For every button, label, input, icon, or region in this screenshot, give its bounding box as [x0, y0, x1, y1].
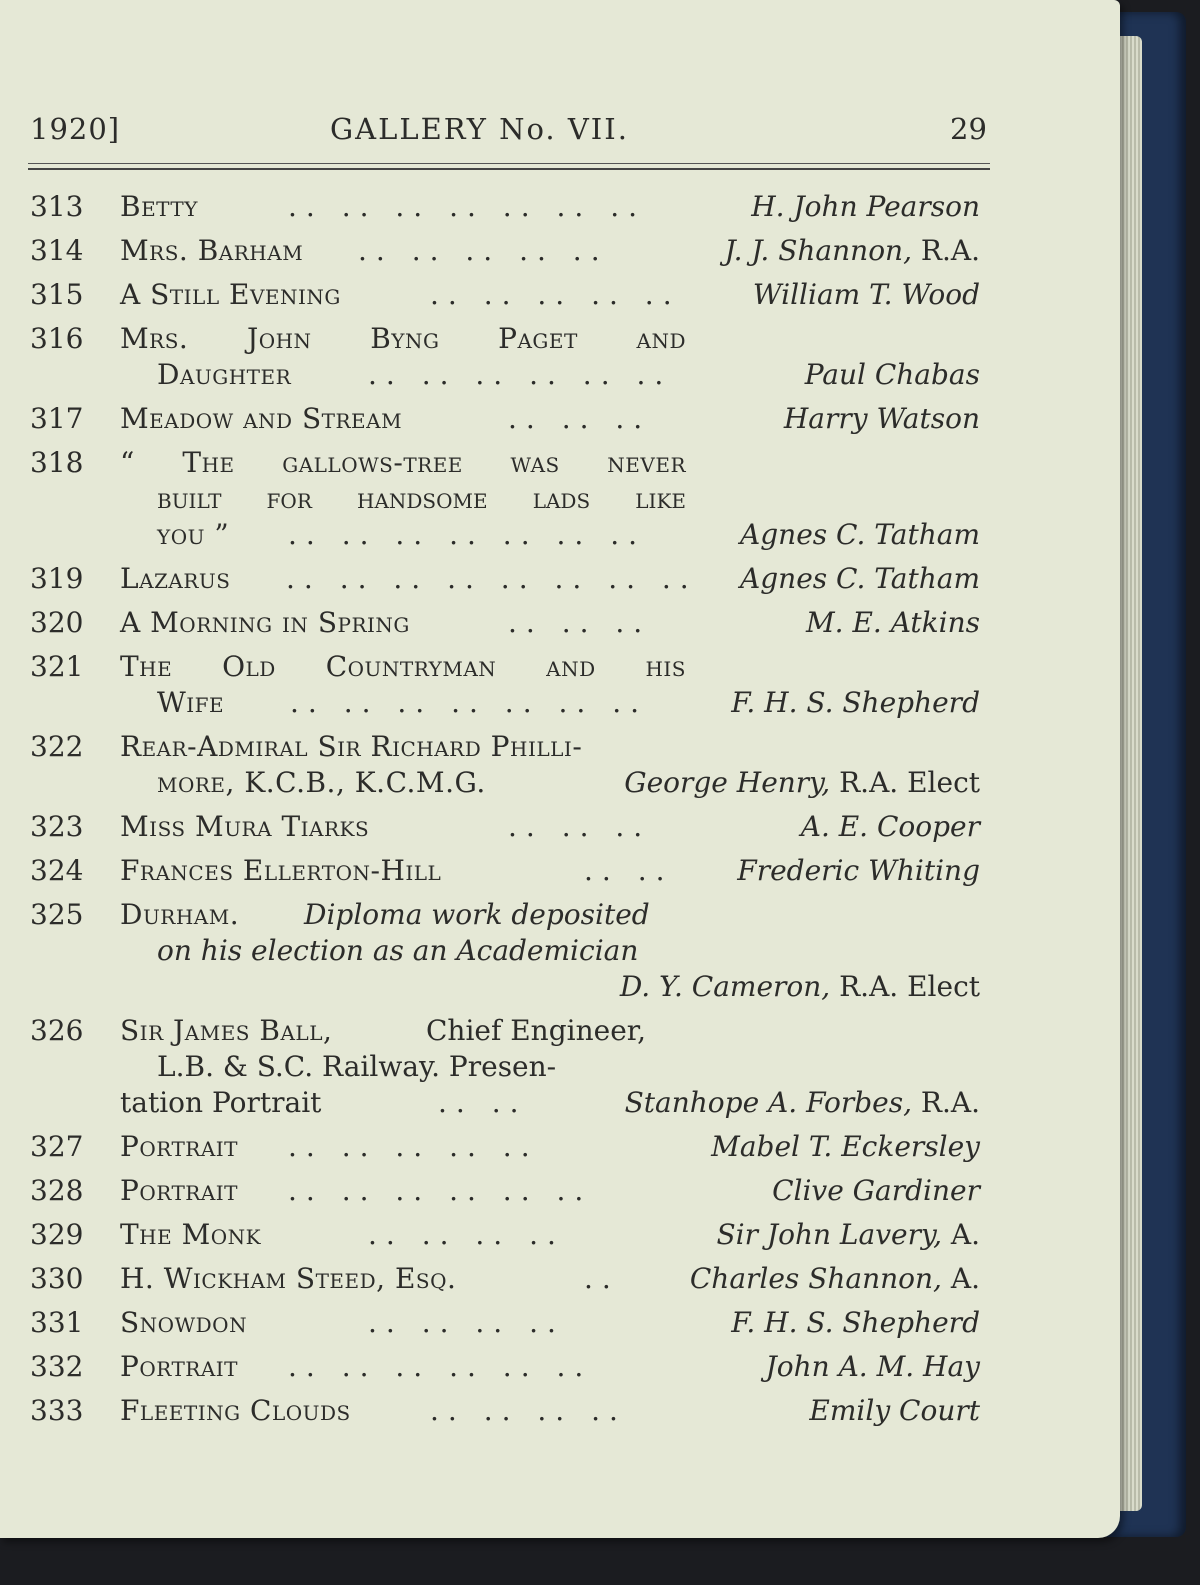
entry-title: Meadow and Stream — [120, 402, 403, 435]
entry-331 — [0, 1302, 1120, 1346]
dot-leader: .. .. .. .. .. .. .. — [288, 518, 647, 551]
header-title: GALLERY No. VII. — [330, 112, 629, 146]
entry-number: 320 — [30, 606, 84, 639]
entry-329 — [0, 1214, 1120, 1258]
entry-322 — [0, 726, 1120, 806]
dot-leader: .. .. .. — [508, 402, 652, 435]
entry-title-line3: you ” — [157, 518, 230, 551]
entry-number: 325 — [30, 898, 84, 931]
entry-artist-group — [690, 1262, 980, 1295]
entry-artist: F. H. S. Shepherd — [731, 686, 980, 719]
dot-leader: .. — [584, 1262, 620, 1295]
entry-title: Mrs. Barham — [120, 234, 304, 267]
entry-title-caps: Sir James Ball, — [120, 1014, 333, 1047]
entry-323 — [0, 806, 1120, 850]
entry-artist-suffix: A. — [950, 1262, 980, 1295]
entry-title: Lazarus — [120, 562, 231, 595]
entry-title: Portrait — [120, 1174, 239, 1207]
entry-artist-group — [716, 1218, 980, 1251]
entry-artist: William T. Wood — [752, 278, 980, 311]
entry-number: 333 — [30, 1394, 84, 1427]
entry-number: 314 — [30, 234, 84, 267]
entry-list — [0, 186, 1120, 1434]
entry-number: 322 — [30, 730, 84, 763]
running-header — [0, 112, 1120, 156]
entry-title: A Morning in Spring — [120, 606, 410, 639]
entry-number: 323 — [30, 810, 84, 843]
entry-title-line1: Mrs. John Byng Paget and — [120, 322, 686, 355]
entry-number: 327 — [30, 1130, 84, 1163]
entry-title: Portrait — [120, 1130, 239, 1163]
entry-number: 318 — [30, 446, 84, 479]
entry-title: Frances Ellerton-Hill — [120, 854, 442, 887]
entry-title: Fleeting Clouds — [120, 1394, 351, 1427]
entry-330 — [0, 1258, 1120, 1302]
entry-artist: Sir John Lavery, — [716, 1218, 942, 1251]
entry-332 — [0, 1346, 1120, 1390]
entry-artist-suffix: A. — [950, 1218, 980, 1251]
entry-319 — [0, 558, 1120, 602]
entry-artist: Agnes C. Tatham — [740, 562, 980, 595]
entry-324 — [0, 850, 1120, 894]
entry-325 — [0, 894, 1120, 1010]
entry-artist: Mabel T. Eckersley — [711, 1130, 980, 1163]
entry-artist: Charles Shannon, — [689, 1262, 942, 1295]
dot-leader: .. .. .. .. — [368, 1306, 565, 1339]
entry-artist: Harry Watson — [783, 402, 980, 435]
dot-leader: .. .. .. — [508, 810, 652, 843]
dot-leader: .. .. .. .. .. .. — [288, 1174, 593, 1207]
entry-number: 326 — [30, 1014, 84, 1047]
entry-artist: John A. M. Hay — [765, 1350, 980, 1383]
entry-number: 329 — [30, 1218, 84, 1251]
entry-number: 328 — [30, 1174, 84, 1207]
entry-artist: Clive Gardiner — [772, 1174, 980, 1207]
dot-leader: .. .. .. .. .. .. — [368, 358, 673, 391]
entry-title-italic-line1: Diploma work deposited — [304, 898, 650, 931]
entry-artist-group — [624, 766, 980, 799]
page-number: 29 — [950, 112, 987, 146]
entry-artist-suffix: R.A. Elect — [839, 766, 980, 799]
entry-title-italic-line2: on his election as an Academician — [157, 934, 639, 967]
entry-title-line2: Wife — [157, 686, 225, 719]
entry-title-line2: L.B. & S.C. Railway. Presen- — [157, 1050, 557, 1083]
entry-title-line2: Daughter — [157, 358, 292, 391]
entry-title-line1: The Old Countryman and his — [120, 650, 686, 683]
entry-artist-suffix: R.A. Elect — [839, 970, 980, 1003]
entry-title-line3: tation Portrait — [120, 1086, 322, 1119]
entry-315 — [0, 274, 1120, 318]
dot-leader: .. .. .. .. .. .. — [288, 1350, 593, 1383]
entry-number: 331 — [30, 1306, 84, 1339]
entry-327 — [0, 1126, 1120, 1170]
entry-artist-group — [725, 234, 980, 267]
entry-317 — [0, 398, 1120, 442]
entry-artist: Frederic Whiting — [737, 854, 980, 887]
entry-title: A Still Evening — [120, 278, 341, 311]
entry-314 — [0, 230, 1120, 274]
entry-number: 313 — [30, 190, 84, 223]
header-rule-thick — [28, 168, 990, 170]
entry-artist: Agnes C. Tatham — [740, 518, 980, 551]
entry-333 — [0, 1390, 1120, 1434]
entry-title-line1-rest: Chief Engineer, — [426, 1014, 646, 1047]
entry-number: 321 — [30, 650, 84, 683]
dot-leader: .. .. .. .. — [368, 1218, 565, 1251]
entry-artist: Paul Chabas — [804, 358, 980, 391]
entry-artist: George Henry, — [624, 766, 831, 799]
entry-321 — [0, 646, 1120, 726]
dot-leader: .. .. — [584, 854, 674, 887]
entry-artist: D. Y. Cameron, — [619, 970, 831, 1003]
entry-artist: Stanhope A. Forbes, — [624, 1086, 912, 1119]
entry-title: Snowdon — [120, 1306, 248, 1339]
entry-number: 332 — [30, 1350, 84, 1383]
entry-328 — [0, 1170, 1120, 1214]
entry-artist-group — [620, 970, 980, 1003]
entry-320 — [0, 602, 1120, 646]
entry-number: 315 — [30, 278, 84, 311]
entry-title: The Monk — [120, 1218, 262, 1251]
entry-number: 317 — [30, 402, 84, 435]
entry-artist: F. H. S. Shepherd — [731, 1306, 980, 1339]
dot-leader: .. .. .. — [508, 606, 652, 639]
entry-title: Miss Mura Tiarks — [120, 810, 370, 843]
dot-leader: .. .. .. .. .. — [430, 278, 681, 311]
entry-artist-suffix: R.A. — [920, 1086, 980, 1119]
entry-title-line1: Rear-Admiral Sir Richard Philli- — [120, 730, 583, 763]
dot-leader: .. .. .. .. .. — [288, 1130, 539, 1163]
dot-leader: .. .. .. .. .. — [358, 234, 609, 267]
entry-313 — [0, 186, 1120, 230]
entry-title: Portrait — [120, 1350, 239, 1383]
entry-title: Betty — [120, 190, 198, 223]
entry-number: 319 — [30, 562, 84, 595]
header-rule-thin — [28, 163, 990, 164]
entry-316 — [0, 318, 1120, 398]
entry-number: 316 — [30, 322, 84, 355]
entry-number: 330 — [30, 1262, 84, 1295]
dot-leader: .. .. .. .. .. .. .. — [288, 190, 647, 223]
entry-artist: A. E. Cooper — [800, 810, 980, 843]
entry-artist-group — [625, 1086, 980, 1119]
entry-title-line1: “ The gallows-tree was never — [120, 446, 686, 479]
entry-title-line2: more, K.C.B., K.C.M.G. — [157, 766, 486, 799]
entry-number: 324 — [30, 854, 84, 887]
entry-artist: H. John Pearson — [751, 190, 980, 223]
entry-title: Durham. — [120, 898, 240, 931]
entry-title: H. Wickham Steed, Esq. — [120, 1262, 457, 1295]
entry-artist: J. J. Shannon, — [724, 234, 912, 267]
entry-title-line2: built for handsome lads like — [157, 482, 686, 515]
entry-318 — [0, 442, 1120, 558]
dot-leader: .. .. — [438, 1086, 528, 1119]
header-year: 1920] — [30, 112, 121, 146]
dot-leader: .. .. .. .. .. .. .. — [290, 686, 649, 719]
entry-artist: Emily Court — [809, 1394, 980, 1427]
entry-326 — [0, 1010, 1120, 1126]
entry-artist: M. E. Atkins — [805, 606, 980, 639]
dot-leader: .. .. .. .. — [430, 1394, 627, 1427]
dot-leader: .. .. .. .. .. .. .. .. — [286, 562, 698, 595]
entry-artist-suffix: R.A. — [920, 234, 980, 267]
